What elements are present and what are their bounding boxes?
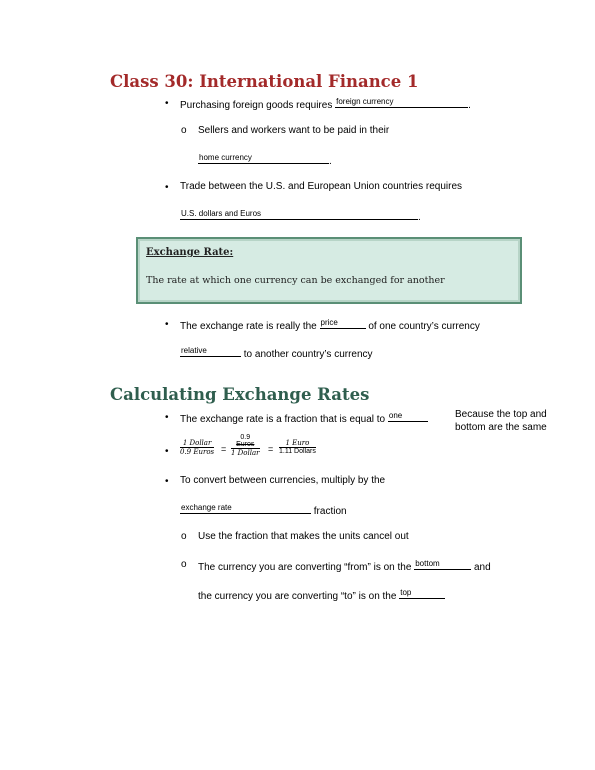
definition-box xyxy=(136,237,522,304)
text-line-6 xyxy=(180,318,480,332)
text-line-5 xyxy=(180,209,421,223)
blank-dollars-euros xyxy=(180,209,418,220)
fill-home-currency: home currency xyxy=(199,153,252,162)
blank-foreign-currency xyxy=(335,97,468,108)
fraction-dollar-euros xyxy=(180,439,214,456)
text-line-8 xyxy=(180,411,428,425)
line5-end: . xyxy=(418,212,421,223)
line3-end: . xyxy=(329,156,332,167)
line12-text-before: The currency you are converting “from” is on the xyxy=(198,562,412,573)
text-line-12 xyxy=(198,559,491,573)
fraction-euro-dollars xyxy=(279,439,316,455)
line13-text-before: the currency you are converting “to” is on the xyxy=(198,591,397,602)
text-line-13 xyxy=(198,588,445,602)
side-note xyxy=(455,408,547,434)
fraction-1-numerator: 1 Dollar xyxy=(180,439,214,448)
fraction-handwritten xyxy=(231,434,260,457)
fraction-3-denominator: 1.11 Dollars xyxy=(279,448,316,455)
fraction-2-crossed: Euros xyxy=(231,441,260,449)
text-line-1 xyxy=(180,97,471,111)
text-line-4: Trade between the U.S. and European Union countries requires xyxy=(180,181,463,192)
blank-price xyxy=(320,318,366,329)
line10-text-after: fraction xyxy=(313,506,347,517)
fill-exchange-rate: exchange rate xyxy=(181,503,232,512)
sub-bullet-icon: o xyxy=(181,531,187,542)
bullet-icon: • xyxy=(165,98,169,109)
blank-top xyxy=(399,588,445,599)
fill-top: top xyxy=(400,588,412,597)
fill-foreign-currency: foreign currency xyxy=(336,97,394,106)
fraction-2-numerator: 0.9 xyxy=(240,434,251,441)
bullet-icon: • xyxy=(165,446,169,457)
fraction-2-denominator: 1 Dollar xyxy=(231,449,260,457)
line6-text-after: of one country’s currency xyxy=(368,321,480,332)
sub-bullet-icon: o xyxy=(181,559,187,570)
line8-text: The exchange rate is a fraction that is equal to xyxy=(180,414,386,425)
line7-text-after: to another country’s currency xyxy=(243,349,373,360)
line12-text-after: and xyxy=(474,562,491,573)
definition-text: The rate at which one currency can be exchanged for another xyxy=(146,275,445,286)
fill-price: price xyxy=(320,318,338,327)
blank-relative xyxy=(180,346,241,357)
text-line-3 xyxy=(198,153,332,167)
bullet-icon: • xyxy=(165,182,169,193)
side-note-line-2: bottom are the same xyxy=(455,422,547,433)
blank-home-currency xyxy=(198,153,329,164)
fraction-3-numerator: 1 Euro xyxy=(279,439,316,448)
side-note-line-1: Because the top and xyxy=(455,409,547,420)
text-line-10 xyxy=(180,503,347,517)
text-line-7 xyxy=(180,346,373,360)
equals-sign: = xyxy=(268,444,274,454)
bullet-icon: • xyxy=(165,319,169,330)
definition-title: Exchange Rate: xyxy=(146,247,234,258)
text-line-9: To convert between currencies, multiply by the xyxy=(180,475,386,486)
line6-text-before: The exchange rate is really the xyxy=(180,321,317,332)
page-title: Class 30: International Finance 1 xyxy=(110,72,419,91)
text-line-11: Use the fraction that makes the units cancel out xyxy=(198,531,409,542)
fraction-1-denominator: 0.9 Euros xyxy=(180,448,215,456)
blank-one xyxy=(388,411,428,422)
fill-relative: relative xyxy=(181,346,207,355)
line1-text: Purchasing foreign goods requires xyxy=(180,100,333,111)
fill-bottom: bottom xyxy=(415,559,440,568)
equals-sign: = xyxy=(221,444,227,454)
bullet-icon: • xyxy=(165,476,169,487)
bullet-icon: • xyxy=(165,412,169,423)
sub-bullet-icon: o xyxy=(181,125,187,136)
blank-exchange-rate xyxy=(180,503,311,514)
fill-dollars-euros: U.S. dollars and Euros xyxy=(181,209,262,218)
fill-one: one xyxy=(388,411,403,420)
line1-end: . xyxy=(468,100,471,111)
section-heading: Calculating Exchange Rates xyxy=(110,385,370,404)
text-line-2: Sellers and workers want to be paid in their xyxy=(198,125,390,136)
blank-bottom xyxy=(414,559,471,570)
